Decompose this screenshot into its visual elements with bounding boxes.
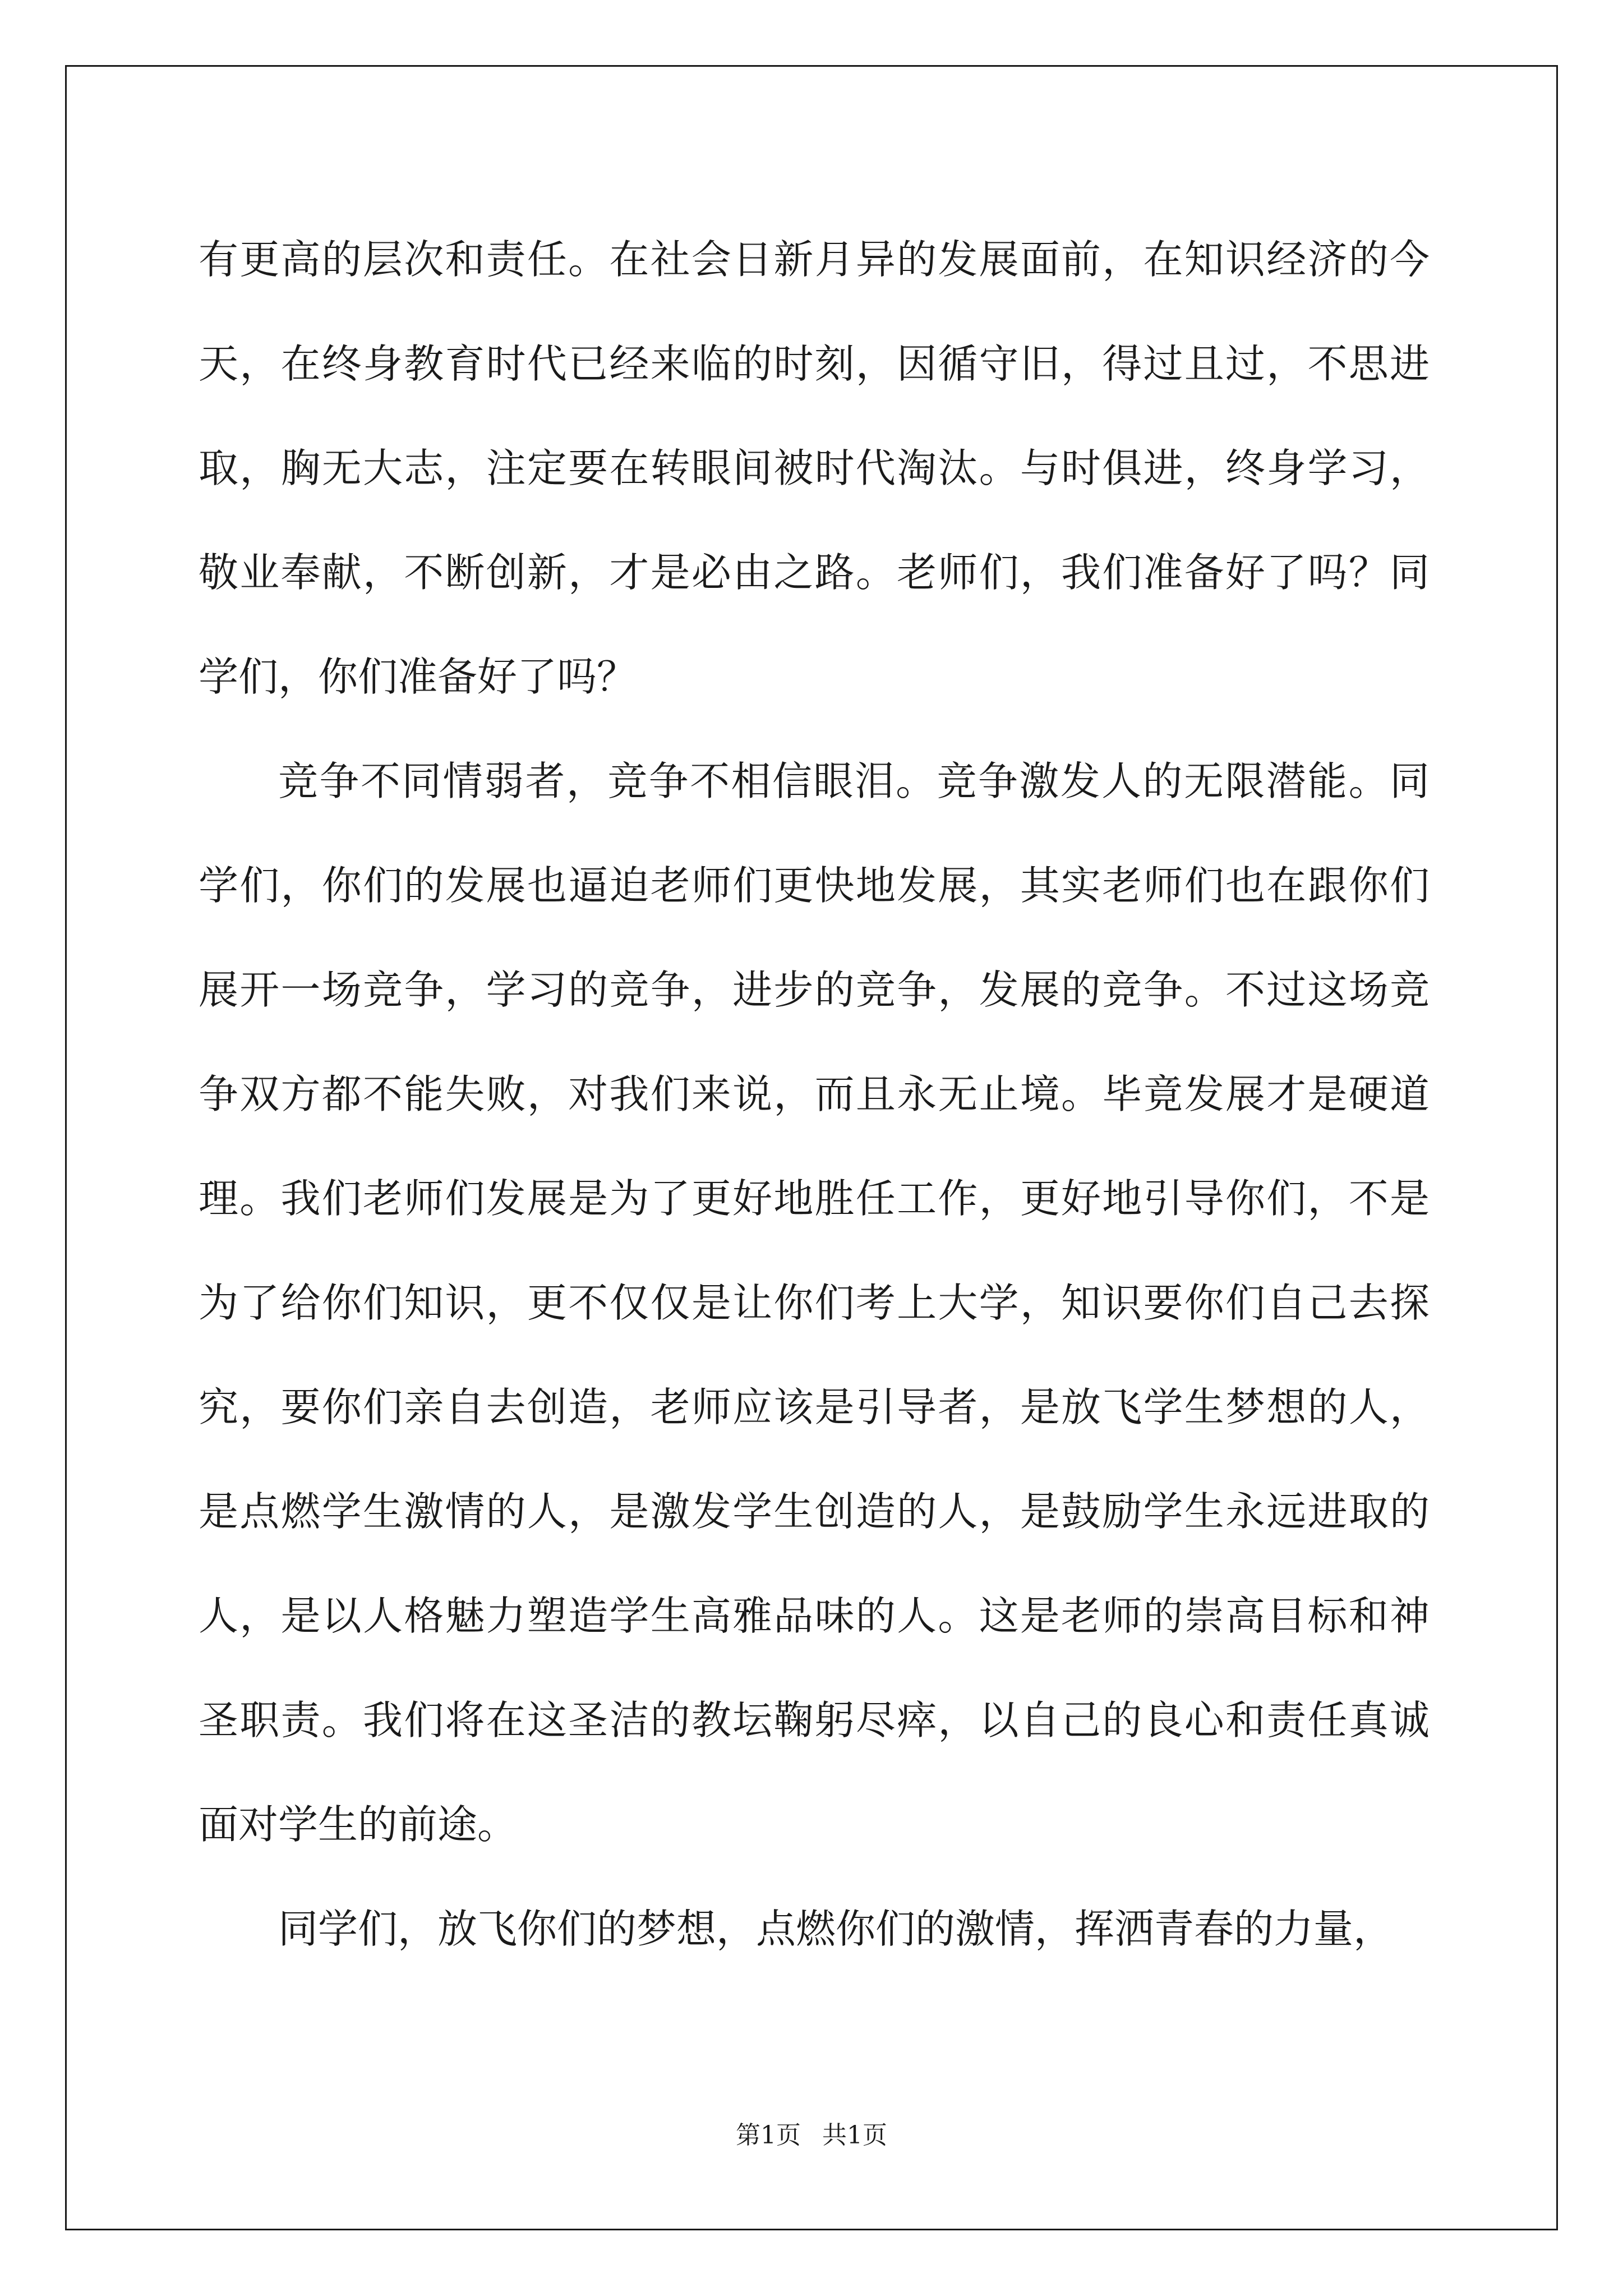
paragraph-3: 同学们，放飞你们的梦想，点燃你们的激情，挥洒青春的力量， xyxy=(278,1906,1394,1952)
paragraph-2: 竞争不同情弱者，竞争不相信眼泪。竞争激发人的无限潜能。同学们，你们的发展也逼迫老师们更快地发展，其实老师们也在跟你们展开一场竞争，学习的竞争，进步的竞争，发展的竞争。不过这场竞争双方都不能失败，对我们来说，而且永无止境。毕竟发展才是硬道理。我们老师们发展是为了更好地胜任工作，更好地引导你们，不是为了给你们知识，更不仅仅是让你们考上大学，知识要你们自己去探究，要你们亲自去创造，老师应该是引导者，是放飞学生梦想的人，是点燃学生激情的人，是激发学生创造的人，是鼓励学生永远进取的人，是以人格魅力塑造学生高雅品味的人。这是老师的崇高目标和神圣职责。我们将在这圣洁的教坛鞠躬尽瘁，以自己的良心和责任真诚面对学生的前途。 xyxy=(199,758,1430,1848)
paragraph-1: 有更高的层次和责任。在社会日新月异的发展面前，在知识经济的今天，在终身教育时代已经来临的时刻，因循守旧，得过且过，不思进取，胸无大志，注定要在转眼间被时代淘汰。与时俱进，终身学习，敬业奉献，不断创新，才是必由之路。老师们，我们准备好了吗？同学们，你们准备好了吗？ xyxy=(199,236,1430,700)
page-footer xyxy=(0,2115,1623,2151)
page-total: 共1页 xyxy=(822,2121,887,2150)
document-body xyxy=(199,208,1430,1981)
page-number: 第1页 xyxy=(736,2121,801,2150)
